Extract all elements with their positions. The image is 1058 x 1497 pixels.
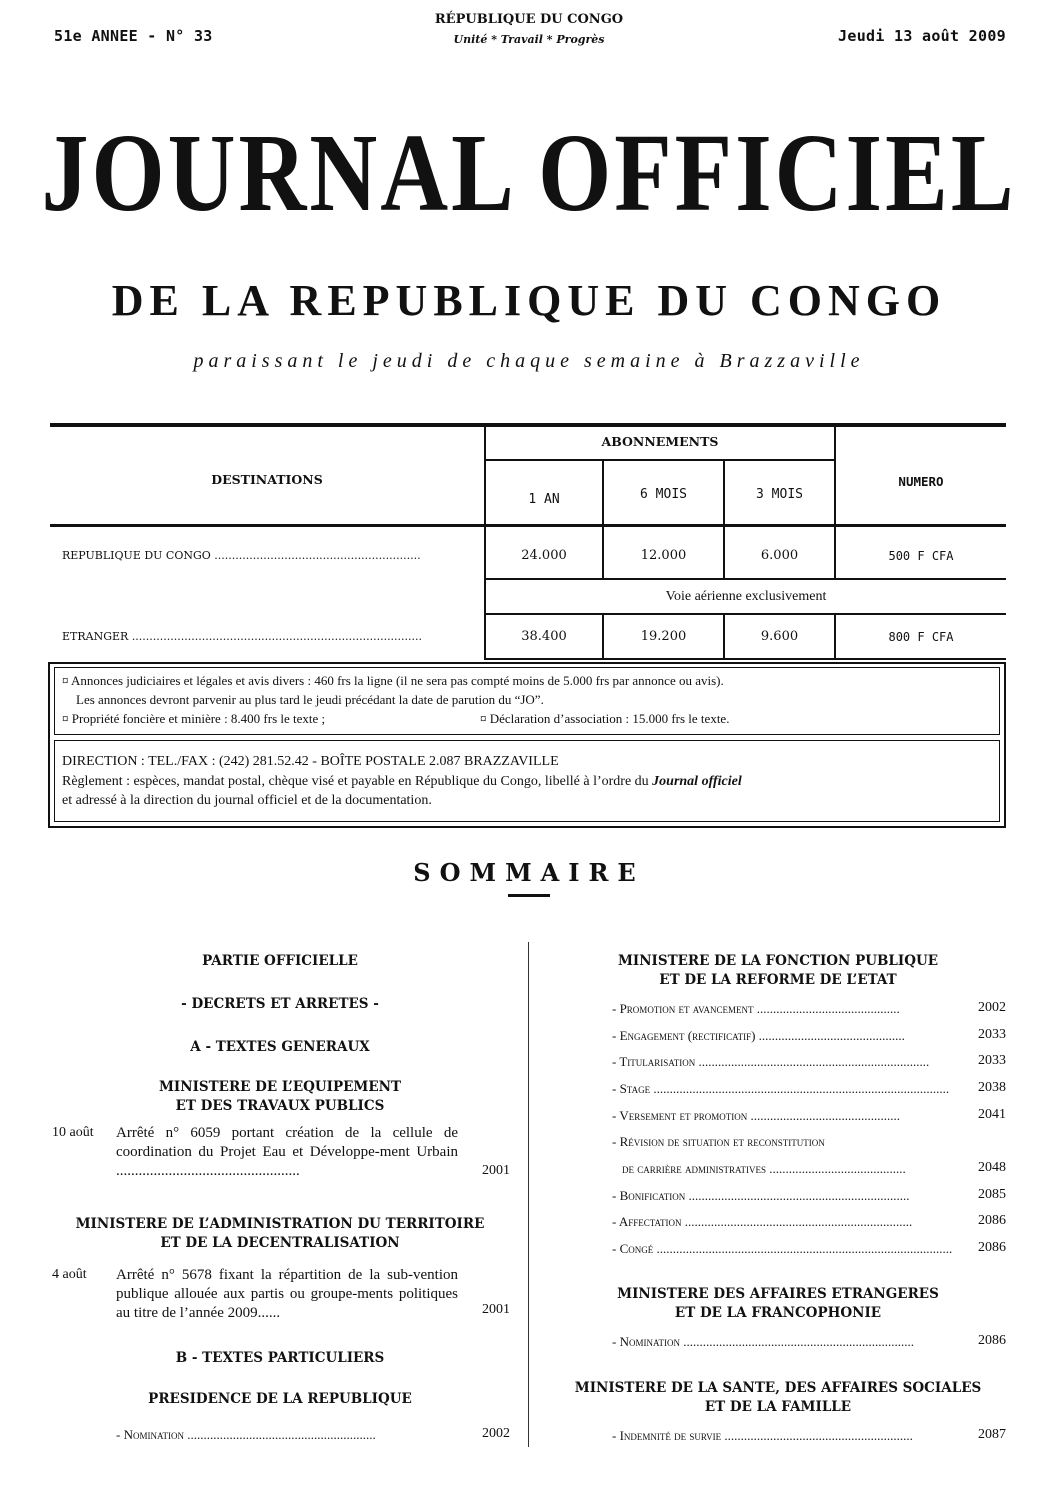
- row-destination-etranger: ETRANGER ...................................................................................: [62, 630, 423, 643]
- toc-page: 2033: [978, 1053, 1006, 1068]
- toc-page: 2087: [978, 1427, 1006, 1442]
- table-header-rule: [50, 524, 1006, 527]
- entry-page: 2001: [482, 1163, 510, 1178]
- toc-item[interactable]: - Affectation ......................................................................: [612, 1214, 913, 1229]
- price-congo-numero: 500 F CFA: [888, 549, 954, 563]
- toc-item[interactable]: - Versement et promotion ..............................................: [612, 1108, 900, 1123]
- payment-terms-end: et adressé à la direction du journal officiel et de la documentation.: [62, 793, 432, 808]
- toc-nomination-presidence[interactable]: - Nomination ..........................................................: [116, 1427, 376, 1442]
- column-divider: [528, 942, 529, 1447]
- heading-textes-generaux: A - TEXTES GENERAUX: [190, 1039, 370, 1055]
- heading-min-fonction-publique-2: ET DE LA REFORME DE L’ETAT: [659, 972, 897, 988]
- heading-min-equipement: MINISTERE DE L’EQUIPEMENT: [158, 1079, 402, 1095]
- issue-date: Jeudi 13 août 2009: [838, 27, 1006, 45]
- toc-page: 2038: [978, 1080, 1006, 1095]
- entry-date: 10 août: [52, 1125, 94, 1140]
- header-destinations: DESTINATIONS: [211, 472, 323, 487]
- toc-page: 2086: [978, 1240, 1006, 1255]
- entry-arrete-5678[interactable]: Arrêté n° 5678 fixant la répartition de la sub-vention publique allouée aux partis ou groupe-ments politiques au titre de l’année 2009......: [116, 1267, 458, 1321]
- row-rule-2: [485, 613, 1006, 615]
- price-congo-3mois: 6.000: [760, 548, 799, 563]
- toc-item[interactable]: - Promotion et avancement ............................................: [612, 1001, 900, 1016]
- toc-item[interactable]: - Stage ...........................................................................................: [612, 1081, 950, 1096]
- toc-page: 2033: [978, 1027, 1006, 1042]
- col-rule-1: [484, 425, 486, 660]
- heading-min-sante-2: ET DE LA FAMILLE: [704, 1399, 852, 1415]
- summary-rule: [508, 894, 550, 897]
- price-etranger-3mois: 9.600: [760, 629, 799, 644]
- toc-page: 2002: [482, 1426, 510, 1441]
- heading-partie-officielle: PARTIE OFFICIELLE: [202, 953, 358, 969]
- header-6mois: 6 MOIS: [640, 487, 687, 502]
- header-numero: NUMERO: [898, 474, 944, 489]
- heading-min-affaires-etrangeres: MINISTERE DES AFFAIRES ETRANGERES: [617, 1286, 939, 1302]
- entry-date: 4 août: [52, 1267, 87, 1282]
- header-1an: 1 AN: [528, 492, 560, 507]
- property-rate: ¤ Propriété foncière et minière : 8.400 frs le texte ;: [62, 711, 326, 726]
- payment-terms-journal: Journal officiel: [652, 774, 742, 789]
- toc-item[interactable]: - Titularisation .......................................................................: [612, 1054, 930, 1069]
- toc-item[interactable]: - Congé ...........................................................................................: [612, 1241, 952, 1256]
- table-top-rule: [50, 423, 1006, 427]
- price-etranger-numero: 800 F CFA: [888, 630, 954, 644]
- toc-page: 2041: [978, 1107, 1006, 1122]
- toc-item[interactable]: de carrière administratives ..........................................: [622, 1161, 906, 1176]
- summary-title: SOMMAIRE: [413, 858, 645, 887]
- toc-page: 2086: [978, 1333, 1006, 1348]
- heading-min-equipement-2: ET DES TRAVAUX PUBLICS: [175, 1098, 385, 1114]
- row-rule-3: [485, 658, 1006, 660]
- toc-item[interactable]: - Révision de situation et reconstitution: [612, 1134, 825, 1149]
- issue-number: 51e ANNEE - N° 33: [54, 27, 213, 45]
- header-abonnements: ABONNEMENTS: [601, 434, 719, 449]
- heading-min-administration: MINISTERE DE L’ADMINISTRATION DU TERRITOIRE: [75, 1216, 485, 1232]
- toc-item[interactable]: - Engagement (rectificatif) .............................................: [612, 1028, 905, 1043]
- header-3mois: 3 MOIS: [756, 487, 803, 502]
- toc-indemnite-survie[interactable]: - Indemnité de survie ..........................................................: [612, 1428, 913, 1443]
- toc-nomination-affaires-etrangeres[interactable]: - Nomination .......................................................................: [612, 1334, 914, 1349]
- air-mail-note: Voie aérienne exclusivement: [665, 589, 827, 604]
- announcement-rates: ¤ Annonces judiciaires et légales et avis divers : 460 frs la ligne (il ne sera pas compté moins de 5.000 frs par annonce ou avis).: [62, 673, 724, 688]
- association-rate: ¤ Déclaration d’association : 15.000 frs le texte.: [480, 711, 730, 726]
- heading-min-fonction-publique: MINISTERE DE LA FONCTION PUBLIQUE: [617, 953, 939, 969]
- price-etranger-1an: 38.400: [521, 629, 567, 644]
- toc-page: 2002: [978, 1000, 1006, 1015]
- row-destination-congo: REPUBLIQUE DU CONGO ...........................................................: [62, 549, 421, 562]
- toc-page: 2048: [978, 1160, 1006, 1175]
- row-rule-1: [485, 578, 1006, 580]
- toc-page: 2086: [978, 1213, 1006, 1228]
- direction-contact: DIRECTION : TEL./FAX : (242) 281.52.42 - BOÎTE POSTALE 2.087 BRAZZAVILLE: [62, 754, 559, 769]
- announcement-deadline: Les annonces devront parvenir au plus tard le jeudi précédant la date de parution du “JO”.: [76, 692, 544, 707]
- price-etranger-6mois: 19.200: [640, 629, 687, 644]
- price-congo-6mois: 12.000: [640, 548, 687, 563]
- national-motto: Unité * Travail * Progrès: [453, 33, 605, 46]
- heading-min-sante: MINISTERE DE LA SANTE, DES AFFAIRES SOCIALES: [574, 1380, 982, 1396]
- heading-decrets: - DECRETS ET ARRETES -: [181, 996, 379, 1012]
- journal-tagline: paraissant le jeudi de chaque semaine à Brazzaville: [193, 350, 865, 372]
- price-congo-1an: 24.000: [521, 548, 567, 563]
- payment-terms-text: Règlement : espèces, mandat postal, chèque visé et payable en République du Congo, libellé à l’ordre du: [62, 774, 649, 789]
- heading-presidence: PRESIDENCE DE LA REPUBLIQUE: [148, 1391, 412, 1407]
- toc-page: 2085: [978, 1187, 1006, 1202]
- abonnements-rule: [485, 459, 835, 461]
- entry-page: 2001: [482, 1302, 510, 1317]
- toc-item[interactable]: - Bonification ....................................................................: [612, 1188, 910, 1203]
- entry-arrete-6059[interactable]: Arrêté n° 6059 portant création de la cellule de coordination du Projet Eau et Développe-ment Urbain .................................................: [116, 1125, 458, 1179]
- journal-title: JOURNAL OFFICIEL: [41, 112, 1017, 235]
- payment-terms: [62, 772, 998, 791]
- heading-min-administration-2: ET DE LA DECENTRALISATION: [160, 1235, 400, 1251]
- heading-min-affaires-etrangeres-2: ET DE LA FRANCOPHONIE: [674, 1305, 882, 1321]
- republic-header: RÉPUBLIQUE DU CONGO: [434, 12, 624, 27]
- heading-textes-particuliers: B - TEXTES PARTICULIERS: [175, 1350, 385, 1366]
- journal-subtitle: DE LA REPUBLIQUE DU CONGO: [111, 276, 947, 325]
